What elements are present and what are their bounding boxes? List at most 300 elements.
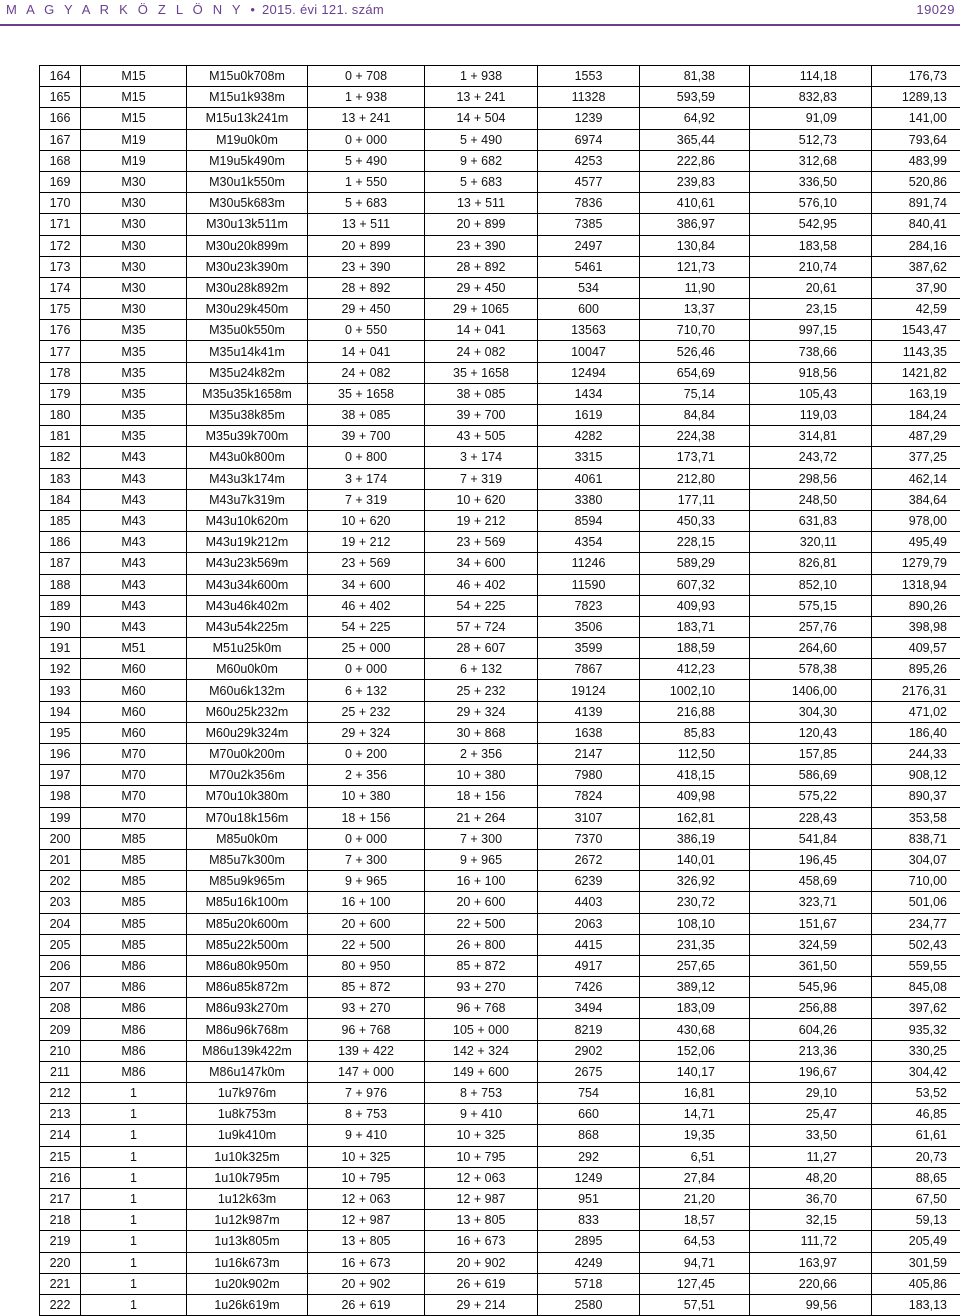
value-c-cell: 890,37 xyxy=(872,786,960,807)
start-km-cell: 93 + 270 xyxy=(308,998,425,1019)
start-km-cell: 12 + 987 xyxy=(308,1210,425,1231)
length-cell: 1553 xyxy=(538,66,640,87)
length-cell: 5718 xyxy=(538,1273,640,1294)
section-code-cell: M19u0k0m xyxy=(187,129,308,150)
section-code-cell: 1u8k753m xyxy=(187,1104,308,1125)
value-a-cell: 13,37 xyxy=(640,299,750,320)
table-row xyxy=(40,892,960,913)
row-number-cell: 216 xyxy=(40,1167,81,1188)
value-b-cell: 23,15 xyxy=(750,299,872,320)
row-number-cell: 201 xyxy=(40,849,81,870)
value-a-cell: 64,92 xyxy=(640,108,750,129)
row-number-cell: 198 xyxy=(40,786,81,807)
value-b-cell: 25,47 xyxy=(750,1104,872,1125)
row-number-cell: 205 xyxy=(40,934,81,955)
value-c-cell: 845,08 xyxy=(872,977,960,998)
start-km-cell: 13 + 241 xyxy=(308,108,425,129)
value-b-cell: 114,18 xyxy=(750,66,872,87)
start-km-cell: 13 + 511 xyxy=(308,214,425,235)
section-code-cell: M43u46k402m xyxy=(187,595,308,616)
end-km-cell: 30 + 868 xyxy=(425,722,538,743)
start-km-cell: 147 + 000 xyxy=(308,1061,425,1082)
section-code-cell: M43u19k212m xyxy=(187,532,308,553)
row-number-cell: 173 xyxy=(40,256,81,277)
table-row xyxy=(40,871,960,892)
start-km-cell: 3 + 174 xyxy=(308,468,425,489)
row-number-cell: 207 xyxy=(40,977,81,998)
value-a-cell: 409,93 xyxy=(640,595,750,616)
end-km-cell: 54 + 225 xyxy=(425,595,538,616)
section-code-cell: 1u9k410m xyxy=(187,1125,308,1146)
value-c-cell: 710,00 xyxy=(872,871,960,892)
section-code-cell: M86u85k872m xyxy=(187,977,308,998)
value-c-cell: 184,24 xyxy=(872,405,960,426)
road-number-cell: M43 xyxy=(81,447,187,468)
row-number-cell: 204 xyxy=(40,913,81,934)
row-number-cell: 182 xyxy=(40,447,81,468)
end-km-cell: 46 + 402 xyxy=(425,574,538,595)
road-number-cell: M85 xyxy=(81,934,187,955)
length-cell: 13563 xyxy=(538,320,640,341)
page-header xyxy=(0,0,960,24)
road-number-cell: 1 xyxy=(81,1273,187,1294)
value-a-cell: 18,57 xyxy=(640,1210,750,1231)
value-b-cell: 458,69 xyxy=(750,871,872,892)
table-row xyxy=(40,680,960,701)
length-cell: 4577 xyxy=(538,171,640,192)
start-km-cell: 0 + 000 xyxy=(308,659,425,680)
road-number-cell: M85 xyxy=(81,913,187,934)
road-number-cell: 1 xyxy=(81,1252,187,1273)
value-a-cell: 418,15 xyxy=(640,765,750,786)
value-b-cell: 738,66 xyxy=(750,341,872,362)
value-a-cell: 173,71 xyxy=(640,447,750,468)
value-c-cell: 384,64 xyxy=(872,489,960,510)
row-number-cell: 206 xyxy=(40,955,81,976)
value-a-cell: 386,19 xyxy=(640,828,750,849)
value-a-cell: 430,68 xyxy=(640,1019,750,1040)
section-code-cell: M60u29k324m xyxy=(187,722,308,743)
road-number-cell: M70 xyxy=(81,765,187,786)
section-code-cell: M30u13k511m xyxy=(187,214,308,235)
start-km-cell: 9 + 410 xyxy=(308,1125,425,1146)
value-c-cell: 1318,94 xyxy=(872,574,960,595)
road-number-cell: M60 xyxy=(81,659,187,680)
length-cell: 8219 xyxy=(538,1019,640,1040)
table-row xyxy=(40,828,960,849)
start-km-cell: 96 + 768 xyxy=(308,1019,425,1040)
value-b-cell: 36,70 xyxy=(750,1188,872,1209)
row-number-cell: 167 xyxy=(40,129,81,150)
section-code-cell: M85u20k600m xyxy=(187,913,308,934)
road-number-cell: M43 xyxy=(81,468,187,489)
start-km-cell: 28 + 892 xyxy=(308,277,425,298)
length-cell: 3494 xyxy=(538,998,640,1019)
table-row xyxy=(40,214,960,235)
value-c-cell: 398,98 xyxy=(872,616,960,637)
value-c-cell: 163,19 xyxy=(872,383,960,404)
start-km-cell: 7 + 319 xyxy=(308,489,425,510)
end-km-cell: 105 + 000 xyxy=(425,1019,538,1040)
end-km-cell: 5 + 490 xyxy=(425,129,538,150)
length-cell: 3315 xyxy=(538,447,640,468)
section-code-cell: M86u93k270m xyxy=(187,998,308,1019)
end-km-cell: 6 + 132 xyxy=(425,659,538,680)
end-km-cell: 29 + 1065 xyxy=(425,299,538,320)
start-km-cell: 23 + 390 xyxy=(308,256,425,277)
section-code-cell: M85u16k100m xyxy=(187,892,308,913)
end-km-cell: 96 + 768 xyxy=(425,998,538,1019)
section-code-cell: M43u7k319m xyxy=(187,489,308,510)
value-c-cell: 793,64 xyxy=(872,129,960,150)
section-code-cell: M70u2k356m xyxy=(187,765,308,786)
value-b-cell: 264,60 xyxy=(750,638,872,659)
road-number-cell: M86 xyxy=(81,977,187,998)
value-a-cell: 108,10 xyxy=(640,913,750,934)
section-code-cell: M15u13k241m xyxy=(187,108,308,129)
value-a-cell: 177,11 xyxy=(640,489,750,510)
section-code-cell: M30u29k450m xyxy=(187,299,308,320)
end-km-cell: 12 + 063 xyxy=(425,1167,538,1188)
start-km-cell: 25 + 232 xyxy=(308,701,425,722)
end-km-cell: 3 + 174 xyxy=(425,447,538,468)
road-number-cell: M30 xyxy=(81,171,187,192)
value-b-cell: 111,72 xyxy=(750,1231,872,1252)
section-code-cell: M43u54k225m xyxy=(187,616,308,637)
start-km-cell: 16 + 673 xyxy=(308,1252,425,1273)
start-km-cell: 10 + 620 xyxy=(308,510,425,531)
section-code-cell: M30u23k390m xyxy=(187,256,308,277)
section-code-cell: M15u1k938m xyxy=(187,87,308,108)
table-row xyxy=(40,447,960,468)
table-row xyxy=(40,1188,960,1209)
section-code-cell: 1u12k987m xyxy=(187,1210,308,1231)
value-c-cell: 483,99 xyxy=(872,150,960,171)
start-km-cell: 13 + 805 xyxy=(308,1231,425,1252)
row-number-cell: 181 xyxy=(40,426,81,447)
table-row xyxy=(40,362,960,383)
section-code-cell: M70u18k156m xyxy=(187,807,308,828)
table-row xyxy=(40,849,960,870)
section-code-cell: M35u39k700m xyxy=(187,426,308,447)
road-number-cell: M60 xyxy=(81,680,187,701)
value-c-cell: 37,90 xyxy=(872,277,960,298)
table-row xyxy=(40,1083,960,1104)
road-number-cell: M35 xyxy=(81,426,187,447)
table-row xyxy=(40,595,960,616)
end-km-cell: 16 + 100 xyxy=(425,871,538,892)
start-km-cell: 25 + 000 xyxy=(308,638,425,659)
end-km-cell: 28 + 892 xyxy=(425,256,538,277)
end-km-cell: 39 + 700 xyxy=(425,405,538,426)
table-row xyxy=(40,638,960,659)
section-code-cell: M15u0k708m xyxy=(187,66,308,87)
end-km-cell: 14 + 504 xyxy=(425,108,538,129)
value-c-cell: 330,25 xyxy=(872,1040,960,1061)
end-km-cell: 5 + 683 xyxy=(425,171,538,192)
value-b-cell: 631,83 xyxy=(750,510,872,531)
road-number-cell: M86 xyxy=(81,1019,187,1040)
end-km-cell: 19 + 212 xyxy=(425,510,538,531)
value-c-cell: 205,49 xyxy=(872,1231,960,1252)
value-a-cell: 57,51 xyxy=(640,1294,750,1315)
start-km-cell: 139 + 422 xyxy=(308,1040,425,1061)
start-km-cell: 22 + 500 xyxy=(308,934,425,955)
length-cell: 2147 xyxy=(538,744,640,765)
value-a-cell: 188,59 xyxy=(640,638,750,659)
value-a-cell: 183,71 xyxy=(640,616,750,637)
end-km-cell: 1 + 938 xyxy=(425,66,538,87)
table-row xyxy=(40,786,960,807)
table-row xyxy=(40,1019,960,1040)
start-km-cell: 26 + 619 xyxy=(308,1294,425,1315)
table-row xyxy=(40,256,960,277)
row-number-cell: 208 xyxy=(40,998,81,1019)
end-km-cell: 8 + 753 xyxy=(425,1083,538,1104)
start-km-cell: 10 + 795 xyxy=(308,1167,425,1188)
road-number-cell: M19 xyxy=(81,150,187,171)
value-b-cell: 312,68 xyxy=(750,150,872,171)
value-c-cell: 88,65 xyxy=(872,1167,960,1188)
value-c-cell: 2176,31 xyxy=(872,680,960,701)
road-number-cell: M19 xyxy=(81,129,187,150)
length-cell: 3107 xyxy=(538,807,640,828)
section-code-cell: M86u96k768m xyxy=(187,1019,308,1040)
start-km-cell: 7 + 976 xyxy=(308,1083,425,1104)
value-c-cell: 141,00 xyxy=(872,108,960,129)
section-code-cell: 1u7k976m xyxy=(187,1083,308,1104)
page-number: 19029 xyxy=(916,2,955,17)
header-separator: • xyxy=(250,2,255,17)
length-cell: 7385 xyxy=(538,214,640,235)
row-number-cell: 217 xyxy=(40,1188,81,1209)
publication-name: M A G Y A R K Ö Z L Ö N Y xyxy=(6,2,244,17)
start-km-cell: 0 + 550 xyxy=(308,320,425,341)
length-cell: 4917 xyxy=(538,955,640,976)
length-cell: 4061 xyxy=(538,468,640,489)
row-number-cell: 214 xyxy=(40,1125,81,1146)
row-number-cell: 176 xyxy=(40,320,81,341)
start-km-cell: 85 + 872 xyxy=(308,977,425,998)
table-row xyxy=(40,1040,960,1061)
section-code-cell: M30u5k683m xyxy=(187,193,308,214)
value-c-cell: 409,57 xyxy=(872,638,960,659)
value-c-cell: 397,62 xyxy=(872,998,960,1019)
value-a-cell: 710,70 xyxy=(640,320,750,341)
value-b-cell: 213,36 xyxy=(750,1040,872,1061)
value-b-cell: 1406,00 xyxy=(750,680,872,701)
value-b-cell: 32,15 xyxy=(750,1210,872,1231)
value-c-cell: 377,25 xyxy=(872,447,960,468)
value-b-cell: 248,50 xyxy=(750,489,872,510)
value-c-cell: 935,32 xyxy=(872,1019,960,1040)
value-a-cell: 16,81 xyxy=(640,1083,750,1104)
value-a-cell: 607,32 xyxy=(640,574,750,595)
section-code-cell: M85u0k0m xyxy=(187,828,308,849)
value-a-cell: 140,17 xyxy=(640,1061,750,1082)
section-code-cell: 1u26k619m xyxy=(187,1294,308,1315)
table-row xyxy=(40,574,960,595)
road-number-cell: M35 xyxy=(81,362,187,383)
length-cell: 11246 xyxy=(538,553,640,574)
publication-title xyxy=(6,2,384,17)
table-row xyxy=(40,171,960,192)
value-a-cell: 27,84 xyxy=(640,1167,750,1188)
start-km-cell: 0 + 000 xyxy=(308,828,425,849)
row-number-cell: 164 xyxy=(40,66,81,87)
table-body xyxy=(40,66,960,1316)
value-a-cell: 239,83 xyxy=(640,171,750,192)
length-cell: 11590 xyxy=(538,574,640,595)
section-code-cell: M70u0k200m xyxy=(187,744,308,765)
value-b-cell: 314,81 xyxy=(750,426,872,447)
road-number-cell: M15 xyxy=(81,87,187,108)
value-b-cell: 11,27 xyxy=(750,1146,872,1167)
value-b-cell: 586,69 xyxy=(750,765,872,786)
road-number-cell: M30 xyxy=(81,193,187,214)
value-b-cell: 196,45 xyxy=(750,849,872,870)
section-code-cell: M60u25k232m xyxy=(187,701,308,722)
value-b-cell: 575,22 xyxy=(750,786,872,807)
value-a-cell: 127,45 xyxy=(640,1273,750,1294)
road-number-cell: M60 xyxy=(81,701,187,722)
table-row xyxy=(40,235,960,256)
value-b-cell: 29,10 xyxy=(750,1083,872,1104)
value-c-cell: 53,52 xyxy=(872,1083,960,1104)
row-number-cell: 199 xyxy=(40,807,81,828)
value-c-cell: 495,49 xyxy=(872,532,960,553)
table-row xyxy=(40,807,960,828)
row-number-cell: 171 xyxy=(40,214,81,235)
table-row xyxy=(40,765,960,786)
value-b-cell: 324,59 xyxy=(750,934,872,955)
section-code-cell: M43u10k620m xyxy=(187,510,308,531)
table-row xyxy=(40,129,960,150)
table-row xyxy=(40,553,960,574)
value-b-cell: 997,15 xyxy=(750,320,872,341)
value-a-cell: 526,46 xyxy=(640,341,750,362)
length-cell: 3506 xyxy=(538,616,640,637)
section-code-cell: M86u147k0m xyxy=(187,1061,308,1082)
table-row xyxy=(40,383,960,404)
value-c-cell: 67,50 xyxy=(872,1188,960,1209)
length-cell: 3599 xyxy=(538,638,640,659)
value-a-cell: 1002,10 xyxy=(640,680,750,701)
value-b-cell: 91,09 xyxy=(750,108,872,129)
value-a-cell: 6,51 xyxy=(640,1146,750,1167)
start-km-cell: 6 + 132 xyxy=(308,680,425,701)
row-number-cell: 174 xyxy=(40,277,81,298)
value-b-cell: 151,67 xyxy=(750,913,872,934)
table-row xyxy=(40,744,960,765)
length-cell: 7836 xyxy=(538,193,640,214)
road-number-cell: 1 xyxy=(81,1210,187,1231)
length-cell: 4282 xyxy=(538,426,640,447)
row-number-cell: 222 xyxy=(40,1294,81,1315)
row-number-cell: 194 xyxy=(40,701,81,722)
value-a-cell: 257,65 xyxy=(640,955,750,976)
table-row xyxy=(40,1061,960,1082)
value-c-cell: 284,16 xyxy=(872,235,960,256)
section-code-cell: M43u23k569m xyxy=(187,553,308,574)
value-b-cell: 256,88 xyxy=(750,998,872,1019)
section-code-cell: M30u20k899m xyxy=(187,235,308,256)
table-row xyxy=(40,489,960,510)
start-km-cell: 34 + 600 xyxy=(308,574,425,595)
value-a-cell: 183,09 xyxy=(640,998,750,1019)
value-c-cell: 840,41 xyxy=(872,214,960,235)
section-code-cell: M51u25k0m xyxy=(187,638,308,659)
end-km-cell: 142 + 324 xyxy=(425,1040,538,1061)
end-km-cell: 38 + 085 xyxy=(425,383,538,404)
row-number-cell: 212 xyxy=(40,1083,81,1104)
section-code-cell: M60u6k132m xyxy=(187,680,308,701)
length-cell: 2895 xyxy=(538,1231,640,1252)
value-a-cell: 593,59 xyxy=(640,87,750,108)
value-c-cell: 244,33 xyxy=(872,744,960,765)
value-b-cell: 257,76 xyxy=(750,616,872,637)
road-number-cell: M35 xyxy=(81,341,187,362)
table-row xyxy=(40,510,960,531)
value-a-cell: 654,69 xyxy=(640,362,750,383)
start-km-cell: 29 + 324 xyxy=(308,722,425,743)
value-b-cell: 852,10 xyxy=(750,574,872,595)
value-b-cell: 832,83 xyxy=(750,87,872,108)
row-number-cell: 195 xyxy=(40,722,81,743)
start-km-cell: 18 + 156 xyxy=(308,807,425,828)
end-km-cell: 93 + 270 xyxy=(425,977,538,998)
road-number-cell: M43 xyxy=(81,574,187,595)
length-cell: 7426 xyxy=(538,977,640,998)
value-c-cell: 301,59 xyxy=(872,1252,960,1273)
value-a-cell: 152,06 xyxy=(640,1040,750,1061)
road-number-cell: 1 xyxy=(81,1083,187,1104)
value-c-cell: 890,26 xyxy=(872,595,960,616)
value-b-cell: 826,81 xyxy=(750,553,872,574)
length-cell: 754 xyxy=(538,1083,640,1104)
value-b-cell: 33,50 xyxy=(750,1125,872,1146)
section-code-cell: M43u3k174m xyxy=(187,468,308,489)
row-number-cell: 211 xyxy=(40,1061,81,1082)
table-row xyxy=(40,320,960,341)
start-km-cell: 46 + 402 xyxy=(308,595,425,616)
length-cell: 3380 xyxy=(538,489,640,510)
value-b-cell: 157,85 xyxy=(750,744,872,765)
start-km-cell: 14 + 041 xyxy=(308,341,425,362)
road-number-cell: M15 xyxy=(81,66,187,87)
row-number-cell: 196 xyxy=(40,744,81,765)
table-row xyxy=(40,1294,960,1315)
road-number-cell: M86 xyxy=(81,1061,187,1082)
value-a-cell: 365,44 xyxy=(640,129,750,150)
road-number-cell: M43 xyxy=(81,553,187,574)
value-b-cell: 196,67 xyxy=(750,1061,872,1082)
road-number-cell: M70 xyxy=(81,786,187,807)
value-c-cell: 559,55 xyxy=(872,955,960,976)
value-c-cell: 1143,35 xyxy=(872,341,960,362)
value-a-cell: 14,71 xyxy=(640,1104,750,1125)
value-c-cell: 891,74 xyxy=(872,193,960,214)
start-km-cell: 20 + 899 xyxy=(308,235,425,256)
table-row xyxy=(40,955,960,976)
end-km-cell: 12 + 987 xyxy=(425,1188,538,1209)
section-code-cell: M19u5k490m xyxy=(187,150,308,171)
row-number-cell: 172 xyxy=(40,235,81,256)
value-c-cell: 304,07 xyxy=(872,849,960,870)
value-a-cell: 84,84 xyxy=(640,405,750,426)
road-number-cell: M43 xyxy=(81,616,187,637)
end-km-cell: 29 + 450 xyxy=(425,277,538,298)
